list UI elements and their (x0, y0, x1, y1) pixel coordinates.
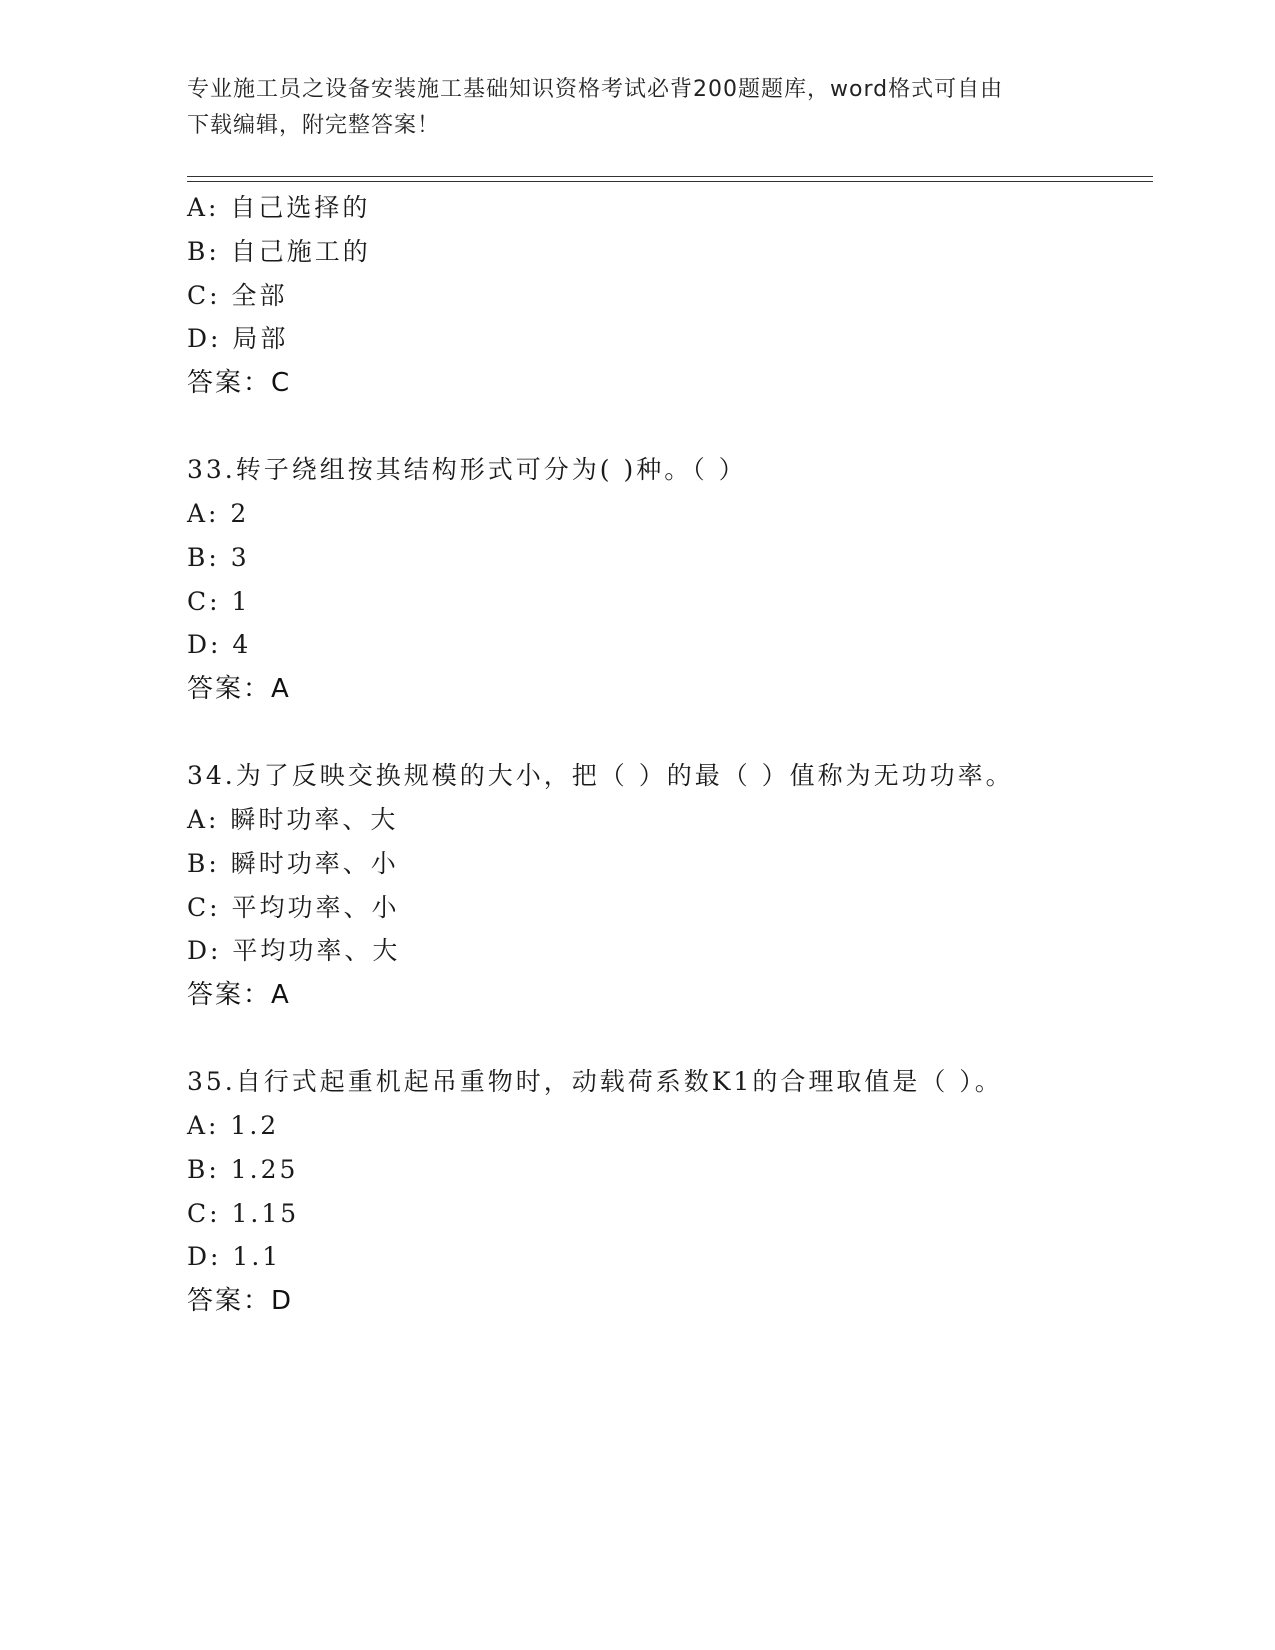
document-header (187, 72, 1087, 144)
question-33: 33.转子绕组按其结构形式可分为( )种。（ ） (187, 455, 747, 484)
option-c: C: 平均功率、小 (187, 893, 400, 922)
option-c: C: 1.15 (187, 1199, 300, 1228)
option-b: B: 3 (187, 543, 250, 572)
option-b: B: 瞬时功率、小 (187, 849, 399, 878)
option-a: A: 1.2 (187, 1111, 280, 1140)
header-line-1: 专业施工员之设备安装施工基础知识资格考试必背200题题库，word格式可自由 (187, 77, 1004, 102)
answer-label: 答案：A (187, 674, 291, 704)
header-line-2: 下载编辑，附完整答案！ (187, 113, 441, 138)
option-d: D: 1.1 (187, 1242, 282, 1271)
option-d: D: 4 (187, 630, 252, 659)
option-a: A: 2 (187, 499, 250, 528)
option-b: B: 自己施工的 (187, 237, 371, 266)
option-a: A: 瞬时功率、大 (187, 805, 399, 834)
option-b: B: 1.25 (187, 1155, 299, 1184)
option-a: A: 自己选择的 (187, 193, 371, 222)
option-c: C: 1 (187, 587, 251, 616)
answer-label: 答案：D (187, 1286, 294, 1316)
header-divider-top (187, 176, 1153, 177)
answer-label: 答案：A (187, 980, 291, 1010)
option-d: D: 局部 (187, 324, 289, 353)
option-d: D: 平均功率、大 (187, 936, 401, 965)
question-35: 35.自行式起重机起吊重物时，动载荷系数K1的合理取值是（ ）。 (187, 1067, 1003, 1096)
answer-label: 答案：C (187, 368, 292, 398)
header-divider-bottom (187, 181, 1153, 182)
option-c: C: 全部 (187, 281, 288, 310)
question-34: 34.为了反映交换规模的大小，把（ ）的最（ ）值称为无功功率。 (187, 761, 1014, 790)
